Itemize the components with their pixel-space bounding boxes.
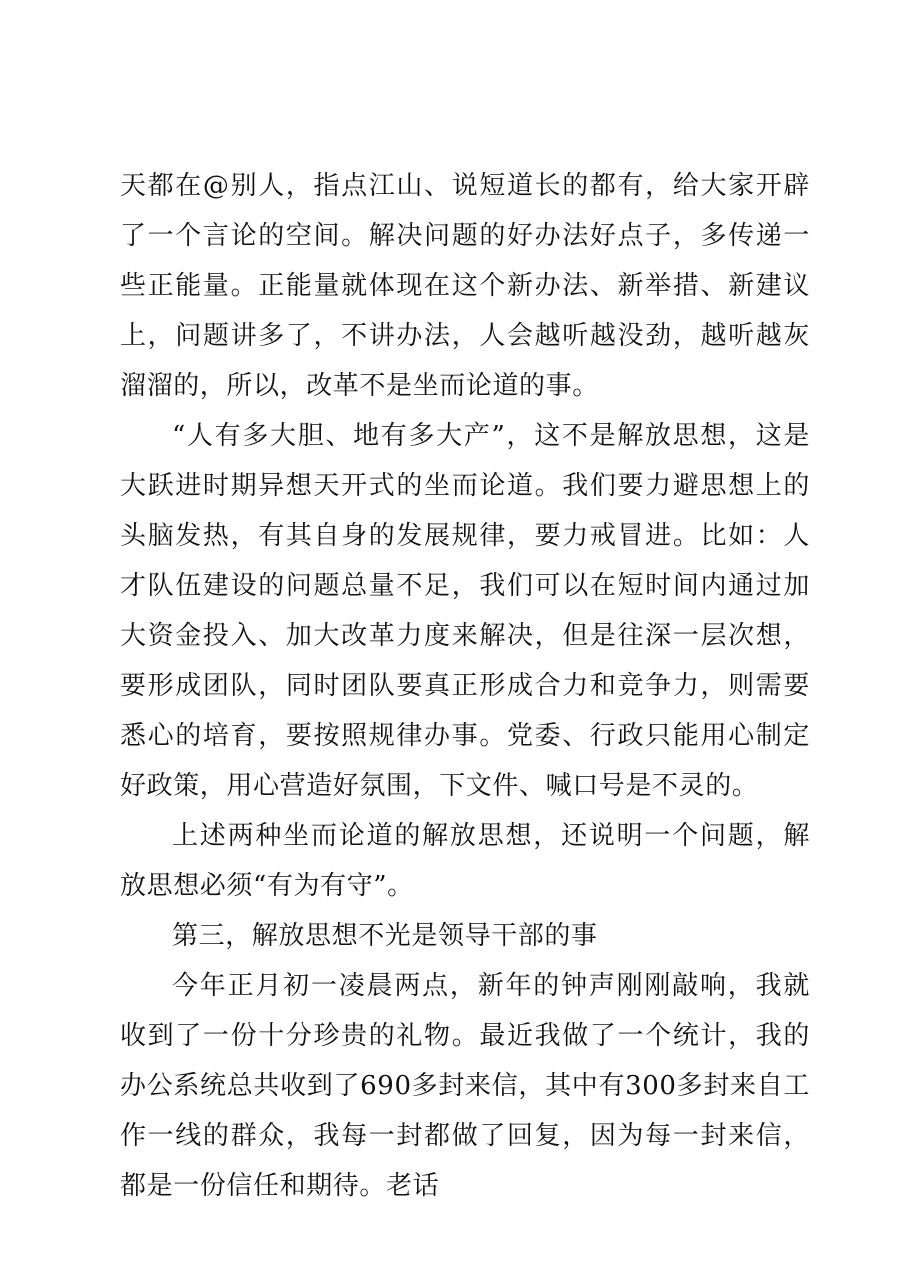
paragraph-great-leap: “人有多大胆、地有多大产”，这不是解放思想，这是大跃进时期异想天开式的坐而论道。我们要力避思想上的头脑发热，有其自身的发展规律，要力戒冒进。比如：人才队伍建设的问题总量不足，我们可以在短时间内通过加大资金投入、加大改革力度来解决，但是往深一层次想，要形成团队，同时团队要真正形成合力和竞争力，则需要悉心的培育，要按照规律办事。党委、行政只能用心制定好政策，用心营造好氛围，下文件、喊口号是不灵的。: [120, 421, 810, 801]
paragraph-continuation: 天都在@别人，指点江山、说短道长的都有，给大家开辟了一个言论的空间。解决问题的好办法好点子，多传递一些正能量。正能量就体现在这个新办法、新举措、新建议上，问题讲多了，不讲办法，人会越听越没劲，越听越灰溜溜的，所以，改革不是坐而论道的事。: [120, 171, 810, 401]
paragraph-letters: 今年正月初一凌晨两点，新年的钟声刚刚敲响，我就收到了一份十分珍贵的礼物。最近我做了一个统计，我的办公系统总共收到了690多封来信，其中有300多封来自工作一线的群众，我每一封都做了回复，因为每一封来信，都是一份信任和期待。老话: [120, 971, 810, 1201]
section-heading-third: 第三，解放思想不光是领导干部的事: [172, 921, 598, 951]
document-body: [120, 161, 810, 1211]
paragraph-summary: 上述两种坐而论道的解放思想，还说明一个问题，解放思想必须“有为有守”。: [120, 821, 810, 901]
